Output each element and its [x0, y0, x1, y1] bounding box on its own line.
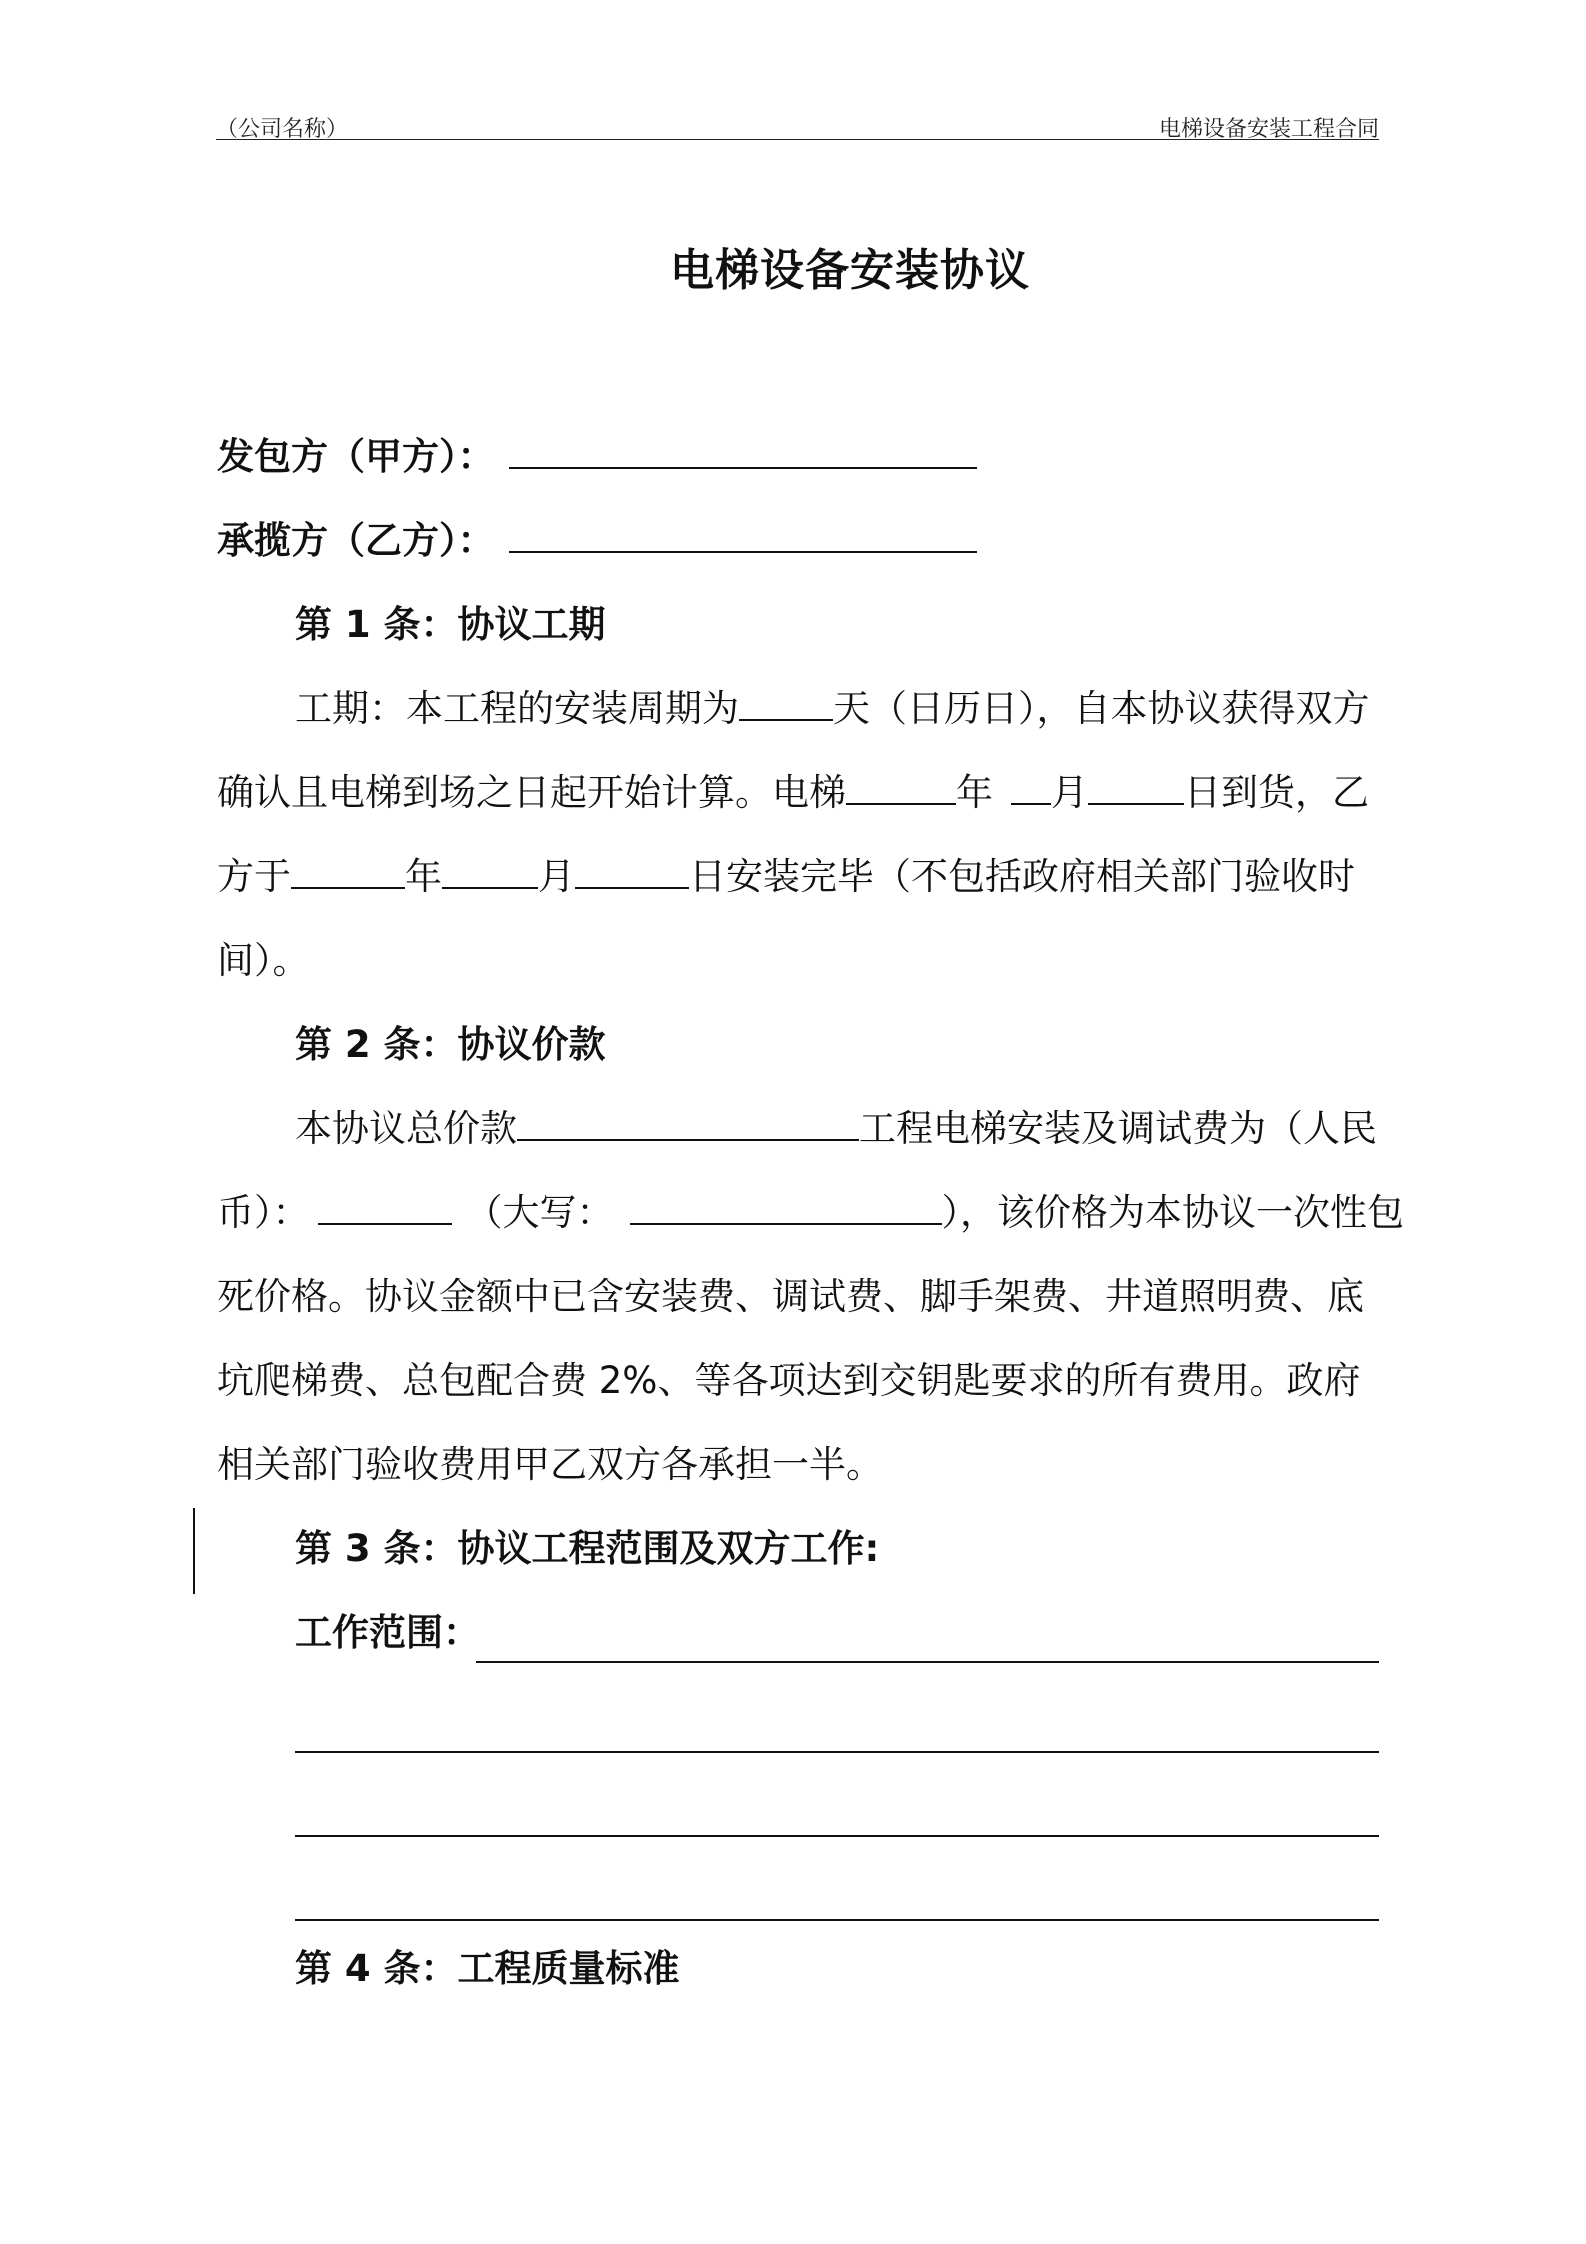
article-1-paragraph-line-2: 确认且电梯到场之日起开始计算。电梯 年 月 日到货，乙: [217, 771, 1369, 814]
article-2-paragraph-line-1: 本协议总价款 工程电梯安装及调试费为（人民: [295, 1107, 1377, 1150]
header-company-name: （公司名称）: [216, 117, 349, 142]
header-divider: [216, 139, 1379, 140]
party-a-line: [217, 415, 1379, 499]
party-b-label: 承揽方（乙方）：: [217, 519, 495, 562]
article-2-paragraph-line-4: 坑爬梯费、总包配合费 2%、等各项达到交钥匙要求的所有费用。政府: [217, 1359, 1361, 1402]
arrival-day-blank[interactable]: [1088, 771, 1184, 805]
party-a-blank[interactable]: [509, 435, 977, 469]
party-a-label: 发包方（甲方）：: [217, 435, 495, 478]
article-4-heading: 第 4 条：工程质量标准: [295, 1947, 680, 1990]
completion-month-blank[interactable]: [442, 855, 538, 889]
completion-year-blank[interactable]: [291, 855, 405, 889]
price-in-words-blank[interactable]: [630, 1191, 942, 1225]
article-2-paragraph-line-3: 死价格。协议金额中已含安装费、调试费、脚手架费、井道照明费、底: [217, 1275, 1364, 1318]
document-title: 电梯设备安装协议: [670, 245, 1030, 296]
work-scope-blank-line-2[interactable]: [295, 1751, 1379, 1753]
arrival-year-blank[interactable]: [846, 771, 956, 805]
project-name-blank[interactable]: [517, 1107, 859, 1141]
work-scope-blank-line-1[interactable]: [476, 1661, 1379, 1663]
article-2-heading: 第 2 条：协议价款: [295, 1023, 606, 1066]
article-1-paragraph-line-1: 工期：本工程的安装周期为 天（日历日），自本协议获得双方: [295, 687, 1370, 730]
article-2-paragraph-line-2: 币）： （大写： ），该价格为本协议一次性包: [217, 1191, 1404, 1234]
party-b-blank[interactable]: [509, 519, 977, 553]
arrival-month-blank[interactable]: [1011, 771, 1051, 805]
article-1-paragraph-line-3: 方于 年 月 日安装完毕（不包括政府相关部门验收时: [217, 855, 1355, 898]
price-amount-blank[interactable]: [318, 1191, 452, 1225]
duration-days-blank[interactable]: [739, 687, 833, 721]
article-1-heading: 第 1 条：协议工期: [295, 603, 606, 646]
header-document-name: 电梯设备安装工程合同: [1158, 117, 1379, 142]
revision-margin-bar: [193, 1508, 195, 1594]
article-3-heading: 第 3 条：协议工程范围及双方工作:: [295, 1527, 880, 1570]
work-scope-blank-line-3[interactable]: [295, 1835, 1379, 1837]
work-scope-blank-line-4[interactable]: [295, 1919, 1379, 1921]
article-2-paragraph-line-5: 相关部门验收费用甲乙双方各承担一半。: [217, 1443, 883, 1486]
article-1-paragraph-line-4: 间）。: [217, 939, 310, 982]
completion-day-blank[interactable]: [575, 855, 689, 889]
party-b-line: [217, 499, 1379, 583]
work-scope-label: 工作范围：: [295, 1611, 480, 1654]
